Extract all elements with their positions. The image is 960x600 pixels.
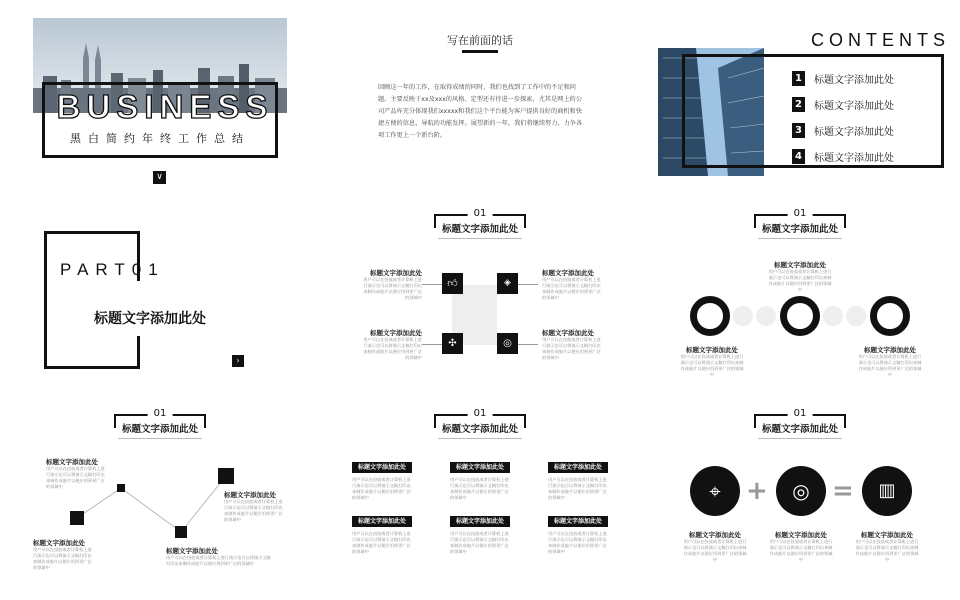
text-block xyxy=(542,328,604,361)
connector-line xyxy=(518,344,538,345)
text-block xyxy=(542,268,604,301)
contents-item-label: 标题文字添加此处 xyxy=(814,74,894,86)
slide-tags[interactable] xyxy=(320,400,640,600)
contents-item-label: 标题文字添加此处 xyxy=(814,100,894,112)
dot xyxy=(756,306,776,326)
part-label: PART01 xyxy=(60,260,165,279)
item-desc: 用户可以在投放或者计算机上进行演示也可以将演示文稿打印出来制作成胶片以便应用到更广泛的领域中 xyxy=(224,499,283,522)
dot xyxy=(733,306,753,326)
connector-line xyxy=(518,284,538,285)
item-title: 标题文字添加此处 xyxy=(542,329,594,337)
section-heading xyxy=(754,208,846,236)
text-block xyxy=(858,345,922,378)
item-desc: 用户可以在投放或者计算机上进行演示也可以将演示文稿打印出来制作成胶片以便应用到更广泛的领域中 xyxy=(33,547,92,570)
item-title: 标题文字添加此处 xyxy=(224,491,276,499)
item-tag[interactable]: 标题文字添加此处 xyxy=(450,462,510,473)
text-block xyxy=(166,546,274,567)
item-desc: 用户可以在投放或者计算机上进行演示也可以将演示文稿打印出来制作成胶片以便应用到更广泛的领域中 xyxy=(683,539,747,562)
dot xyxy=(846,306,866,326)
item-tag[interactable]: 标题文字添加此处 xyxy=(352,462,412,473)
contents-title: CONTENTS xyxy=(811,30,950,50)
preface-title: 写在前面的话 xyxy=(447,34,513,47)
drop-icon[interactable]: ◈ xyxy=(497,273,518,294)
item-desc: 用户可以在投放或者计算机上进行演示也可以将演示文稿打印出来制作成胶片以便应用到更广泛的领域中 xyxy=(363,337,422,360)
section-title: 标题文字添加此处 xyxy=(441,224,518,235)
text-block xyxy=(680,345,744,378)
contents-item[interactable] xyxy=(792,117,894,143)
item-title: 标题文字添加此处 xyxy=(46,458,98,466)
item-desc: 用户可以在投放或者计算机上进行演示也可以将演示文稿打印出来制作成胶片以便应用到更广泛的领域中 xyxy=(542,337,601,360)
slide-preface[interactable] xyxy=(320,0,640,200)
map-icon[interactable]: ⌖ xyxy=(690,466,740,516)
item-title: 标题文字添加此处 xyxy=(775,531,827,539)
section-title: 标题文字添加此处 xyxy=(761,424,838,435)
item-tag[interactable]: 标题文字添加此处 xyxy=(352,516,412,527)
cover-title: BUSINESS xyxy=(56,88,274,125)
item-desc: 用户可以在投放或者计算机上进行演示也可以将演示文稿打印出来制作成胶片以便应用到更广泛的领域中 xyxy=(46,466,105,489)
section-heading xyxy=(434,408,526,436)
section-heading xyxy=(754,408,846,436)
thumbs-up-icon[interactable]: 👍︎ xyxy=(442,273,463,294)
section-number: 01 xyxy=(788,208,813,219)
item-desc: 用户可以在投放或者计算机上进行演示也可以将演示文稿打印出来制作成胶片以便应用到更广泛的领域中 xyxy=(450,531,509,554)
item-title: 标题文字添加此处 xyxy=(542,269,594,277)
node-square[interactable] xyxy=(117,484,125,492)
contents-item-number: 4 xyxy=(792,149,805,164)
item-title: 标题文字添加此处 xyxy=(774,261,826,269)
chevron-right-icon[interactable]: › xyxy=(232,355,244,367)
network-icon[interactable]: ✣ xyxy=(442,333,463,354)
contents-item[interactable] xyxy=(792,143,894,169)
slide-icon-grid[interactable] xyxy=(320,200,640,400)
heading-underline xyxy=(758,238,842,239)
text-block xyxy=(768,260,832,293)
target-icon[interactable]: ◎ xyxy=(776,466,826,516)
item-desc: 用户可以在投放或者计算机上进行演示也可以将演示文稿打印出来制作成胶片以便应用到更广泛的领域中 xyxy=(680,354,744,377)
slide-cover[interactable] xyxy=(0,0,320,200)
item-desc: 用户可以在投放或者计算机上进行演示也可以将演示文稿打印出来制作成胶片以便应用到更广泛的领域中 xyxy=(858,354,922,377)
contents-item-number: 1 xyxy=(792,71,805,86)
item-title: 标题文字添加此处 xyxy=(166,547,218,555)
contents-item-label: 标题文字添加此处 xyxy=(814,152,894,164)
item-title: 标题文字添加此处 xyxy=(689,531,741,539)
part-frame-bottom-right xyxy=(137,336,140,369)
contents-item-number: 2 xyxy=(792,97,805,112)
plus-icon: + xyxy=(746,476,768,506)
ring[interactable] xyxy=(690,296,730,336)
item-desc: 用户可以在投放或者计算机上进行演示也可以将演示文稿打印出来制作成胶片以便应用到更广泛的领域中 xyxy=(768,269,832,292)
section-title: 标题文字添加此处 xyxy=(761,224,838,235)
contents-list xyxy=(792,65,894,169)
contents-item-label: 标题文字添加此处 xyxy=(814,126,894,138)
connector-line xyxy=(422,344,442,345)
section-number: 01 xyxy=(148,408,173,419)
slide-equation[interactable] xyxy=(640,400,960,600)
text-block xyxy=(360,268,422,301)
slide-contents[interactable] xyxy=(640,0,960,200)
part-title: 标题文字添加此处 xyxy=(94,311,206,327)
item-desc: 用户可以在投放或者计算机上进行演示也可以将演示文稿打印出来制作成胶片以便应用到更广泛的领域中 xyxy=(363,277,422,300)
contents-item-number: 3 xyxy=(792,123,805,138)
text-block xyxy=(683,530,747,563)
text-block xyxy=(33,538,95,571)
item-tag[interactable]: 标题文字添加此处 xyxy=(548,462,608,473)
item-title: 标题文字添加此处 xyxy=(864,346,916,354)
item-title: 标题文字添加此处 xyxy=(370,329,422,337)
text-block xyxy=(224,490,286,523)
contents-item[interactable] xyxy=(792,65,894,91)
node-square[interactable] xyxy=(175,526,187,538)
item-desc: 用户可以在投放或者计算机上进行演示也可以将演示文稿打印出来制作成胶片以便应用到更广泛的领域中 xyxy=(352,477,411,500)
item-title: 标题文字添加此处 xyxy=(686,346,738,354)
text-block xyxy=(855,530,919,563)
item-desc: 用户可以在投放或者计算机上进行演示也可以将演示文稿打印出来制作成胶片以便应用到更广泛的领域中 xyxy=(166,555,271,566)
section-number: 01 xyxy=(788,408,813,419)
ring[interactable] xyxy=(780,296,820,336)
section-heading xyxy=(434,208,526,236)
item-tag[interactable]: 标题文字添加此处 xyxy=(548,516,608,527)
item-desc: 用户可以在投放或者计算机上进行演示也可以将演示文稿打印出来制作成胶片以便应用到更广泛的领域中 xyxy=(450,477,509,500)
item-desc: 用户可以在投放或者计算机上进行演示也可以将演示文稿打印出来制作成胶片以便应用到更广泛的领域中 xyxy=(769,539,833,562)
chevron-down-icon[interactable]: ∨ xyxy=(153,171,166,184)
heading-underline xyxy=(438,438,522,439)
text-block xyxy=(46,457,108,490)
cover-subtitle: 黑白简约年终工作总结 xyxy=(70,132,250,145)
item-desc: 用户可以在投放或者计算机上进行演示也可以将演示文稿打印出来制作成胶片以便应用到更广泛的领域中 xyxy=(548,531,607,554)
slide-rings[interactable] xyxy=(640,200,960,400)
equals-icon: = xyxy=(832,476,854,506)
slide-part01[interactable] xyxy=(0,200,320,400)
section-title: 标题文字添加此处 xyxy=(441,424,518,435)
bar-chart-icon[interactable]: ▥ xyxy=(862,466,912,516)
item-title: 标题文字添加此处 xyxy=(33,539,85,547)
section-number: 01 xyxy=(468,208,493,219)
section-number: 01 xyxy=(468,408,493,419)
item-title: 标题文字添加此处 xyxy=(370,269,422,277)
item-desc: 用户可以在投放或者计算机上进行演示也可以将演示文稿打印出来制作成胶片以便应用到更广泛的领域中 xyxy=(352,531,411,554)
node-square[interactable] xyxy=(70,511,84,525)
heading-underline xyxy=(438,238,522,239)
dot xyxy=(823,306,843,326)
preface-paragraph: 回顾这一年的工作，在取得成绩的同时，我们也找到了工作中的不足和问题。主要反映于xx及xxx的风格、定型还有待进一步探索，尤其是网上的公司产品库充分体现我们xxxxx和我们这个平台能为客户提供良好的商机和快捷方便的信息，导航的功能发挥。展望新的一年，我们将继续努力，力争各项工作更上一个新台阶。 xyxy=(378,84,583,139)
section-title: 标题文字添加此处 xyxy=(121,424,198,435)
connector-line xyxy=(422,284,442,285)
title-underline xyxy=(462,50,498,53)
item-tag[interactable]: 标题文字添加此处 xyxy=(450,516,510,527)
heading-underline xyxy=(758,438,842,439)
item-desc: 用户可以在投放或者计算机上进行演示也可以将演示文稿打印出来制作成胶片以便应用到更广泛的领域中 xyxy=(542,277,601,300)
part-frame-left xyxy=(44,231,140,369)
slide-zigzag[interactable] xyxy=(0,400,320,600)
item-title: 标题文字添加此处 xyxy=(861,531,913,539)
text-block xyxy=(769,530,833,563)
node-square[interactable] xyxy=(218,468,234,484)
contents-item[interactable] xyxy=(792,91,894,117)
globe-icon[interactable]: ◎ xyxy=(497,333,518,354)
ring[interactable] xyxy=(870,296,910,336)
item-desc: 用户可以在投放或者计算机上进行演示也可以将演示文稿打印出来制作成胶片以便应用到更广泛的领域中 xyxy=(548,477,607,500)
text-block xyxy=(360,328,422,361)
item-desc: 用户可以在投放或者计算机上进行演示也可以将演示文稿打印出来制作成胶片以便应用到更广泛的领域中 xyxy=(855,539,919,562)
